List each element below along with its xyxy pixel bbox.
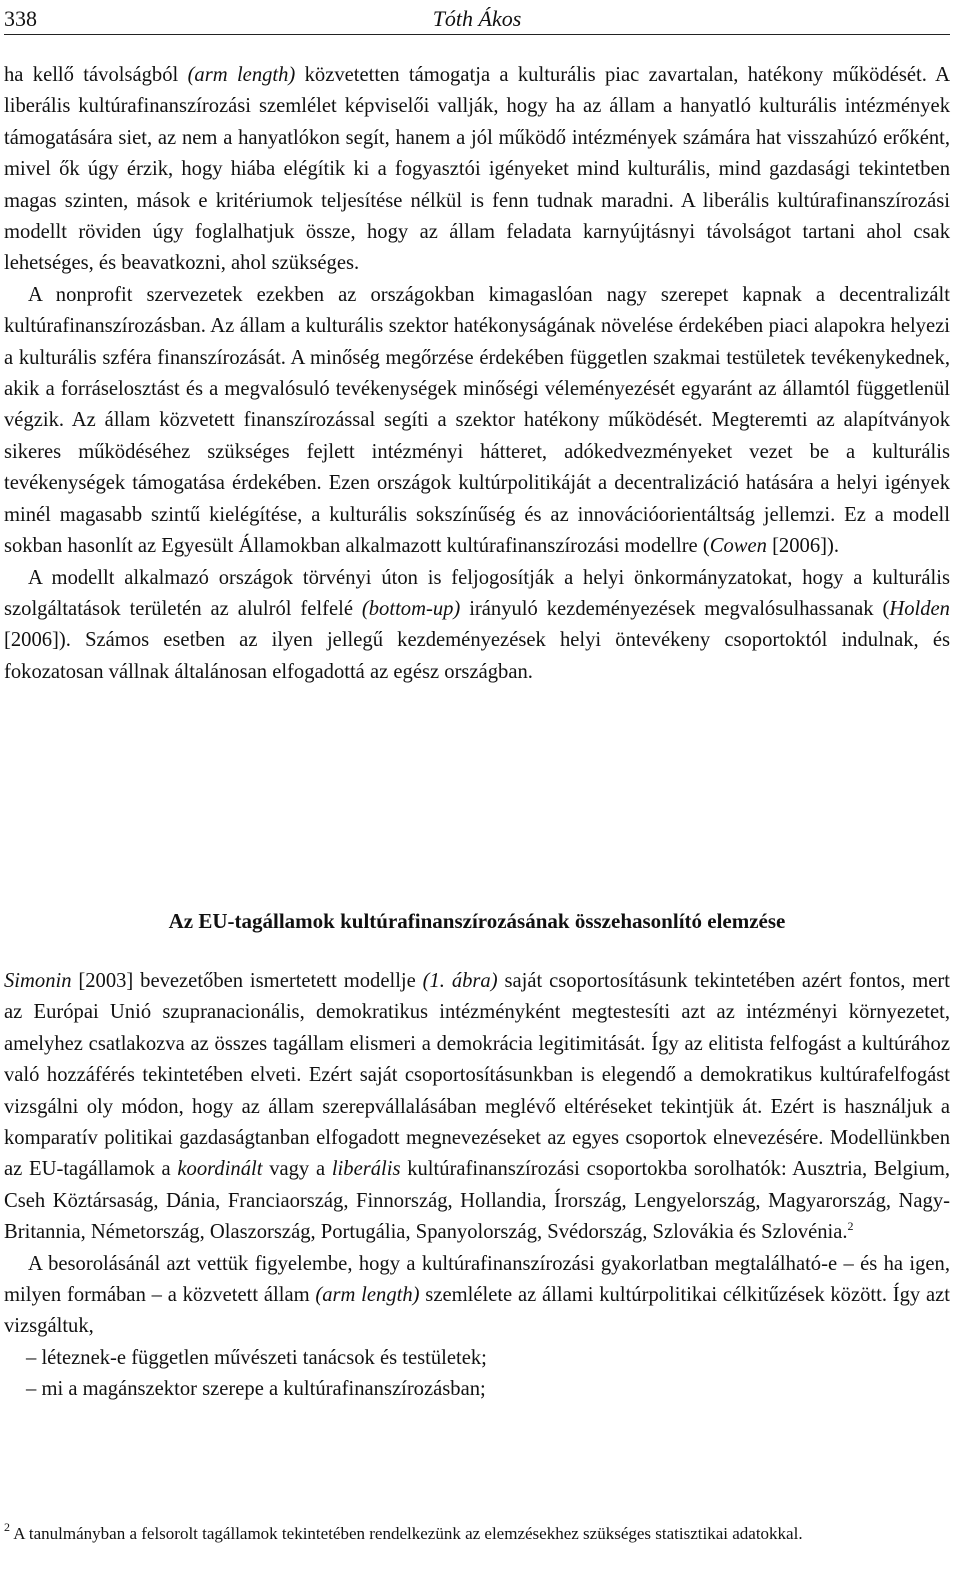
text-run: közvetetten támogatja a kulturális piac zavartalan, hatékony működését. A liberális kultúrafinanszírozási szemlélet képviselői vallják, hogy ha az állam a hanyatló kulturális intézmények támogatására siet, az nem a hanyatlókon segít, hanem a jól működő intézmények számára hat visszahúzó erőként, mivel ők úgy érzik, hogy hiába elégítik ki a fogyasztói igényeket mind kulturális, mind gazdasági tekintetben magas szinten, mások e kritériumok teljesítése nélkül is fenn tudnak maradni. A liberális kultúrafinanszírozási modellt röviden úgy foglalhatjuk össze, hogy az állam feladata karnyújtásnyi távolságot tartani ahol csak lehetséges, és beavatkozni, ahol szükséges. <box>4 64 950 275</box>
list-item: – mi a magánszektor szerepe a kultúrafinanszírozásban; <box>26 1378 486 1401</box>
text-run: irányuló kezdeményezések megvalósulhassanak ( <box>460 597 890 620</box>
text-run: [2006]). Számos esetben az ilyen jellegű kezdeményezések helyi öntevékeny csoportoktól indulnak, és fokozatosan vállnak általánosan elfogadottá az egész országban. <box>4 629 950 683</box>
text-run: A modellt alkalmazó országok törvényi úton is feljogosítják a helyi önkormányzatokat, hogy a kulturális szolgáltatások területén az alulról felfelé <box>4 566 950 620</box>
text-run: saját csoportosításunk tekintetében azért fontos, mert az Európai Unió szupranacionális, demokratikus intézményként megtestesíti azt az intézményi környezetet, amelyhez csatlakozva az összes tagállam elismeri a demokrácia legitimitását. Így az elitista felfogást a kultúrához való hozzáférés tekintetében elveti. Ezért saját csoportosításunkban is elegendő a demokratikus kultúrafelfogást vizsgálni oly módon, hogy az állam szerepvállalásában meglévő eltéréseket tekintjük át. Ezért is használjuk a komparatív politikai gazdaságtanban elfogadott megnevezéseket az egyes csoportok elnevezésére. Modellünkben az EU-tagállamok a <box>4 970 950 1181</box>
body-text-top <box>4 60 950 688</box>
body-text-bottom <box>4 966 950 1406</box>
text-run: [2003] bevezetőben ismertetett modellje <box>71 970 423 992</box>
paragraph <box>4 563 950 689</box>
page-header <box>4 2 950 35</box>
footnote-marker: 2 <box>4 1520 10 1534</box>
text-run: ha kellő távolságból <box>4 64 188 86</box>
text-run: kultúrafinanszírozási csoportokba sorolhatók: Ausztria, Belgium, Cseh Köztársaság, Dánia, Franciaország, Finnország, Hollandia, Írország, Lengyelország, Magyarország, Nagy-Britannia, Németország, Olaszország, Portugália, Spanyolország, Svédország, Szlovákia és Szlovénia. <box>4 1158 950 1244</box>
text-run: [2006]). <box>766 535 839 558</box>
italic-run: liberális <box>331 1158 401 1181</box>
section-heading: Az EU-tagállamok kultúrafinanszírozásának összehasonlító elemzése <box>168 909 786 933</box>
paragraph <box>4 280 950 563</box>
text-run: A besorolásánál azt vettük figyelembe, hogy a kultúrafinanszírozási gyakorlatban megtalálható-e – és ha igen, milyen formában – a közvetett állam <box>4 1252 950 1307</box>
paragraph <box>4 1249 950 1343</box>
paragraph <box>4 60 950 280</box>
text-run: szemlélete az állami kultúrpolitikai célkitűzések között. Így azt vizsgáltuk, <box>4 1284 951 1338</box>
footnote <box>4 1520 950 1547</box>
italic-run: (arm length) <box>315 1284 420 1307</box>
footnote-text: A tanulmányban a felsorolt tagállamok tekintetében rendelkezünk az elemzésekhez szükséges statisztikai adatokkal. <box>10 1524 803 1543</box>
footnote-ref: 2 <box>847 1219 854 1234</box>
italic-run: (1. ábra) <box>422 970 498 992</box>
italic-run: (bottom-up) <box>361 597 461 620</box>
page-number: 338 <box>4 6 37 31</box>
running-head: Tóth Ákos <box>432 6 522 31</box>
body-paragraphs <box>4 966 950 1343</box>
list-item: – léteznek-e független művészeti tanácsok és testületek; <box>26 1346 487 1369</box>
criteria-list <box>4 1343 950 1406</box>
text-run: A nonprofit szervezetek ezekben az országokban kimagaslóan nagy szerepet kapnak a decentralizált kultúrafinanszírozásban. Az állam a kulturális szektor hatékonyságának növelése érdekében piaci alapokra helyezi a kulturális szféra finanszírozását. A minőség megőrzése érdekében független szakmai testületek tevékenykednek, akik a forráselosztást és a megvalósuló tevékenységek minőségi véleményezését egyaránt az államtól függetlenül végzik. Az állam közvetett finanszírozással segíti a szektor hatékony működését. Megteremti az alapítványok sikeres működéséhez szükséges fejlett intézményi hátteret, adókedvezményeket vezet be a kulturális tevékenységek támogatása érdekében. Ezen országok kultúrpolitikáját a decentralizáció hatására a helyi igények minél magasabb szintű kielégítése, a kulturális sokszínűség és az innovációorientáltság jellemzi. Ez a modell sokban hasonlít az Egyesült Államokban alkalmazott kultúrafinanszírozási modellre ( <box>4 283 950 558</box>
italic-run: koordinált <box>177 1158 263 1181</box>
paragraph <box>4 966 950 1249</box>
italic-run: Simonin <box>4 970 72 992</box>
italic-run: Cowen <box>709 535 767 558</box>
italic-run: (arm length) <box>187 64 296 86</box>
text-run: vagy a <box>262 1158 332 1181</box>
italic-run: Holden <box>889 597 950 620</box>
